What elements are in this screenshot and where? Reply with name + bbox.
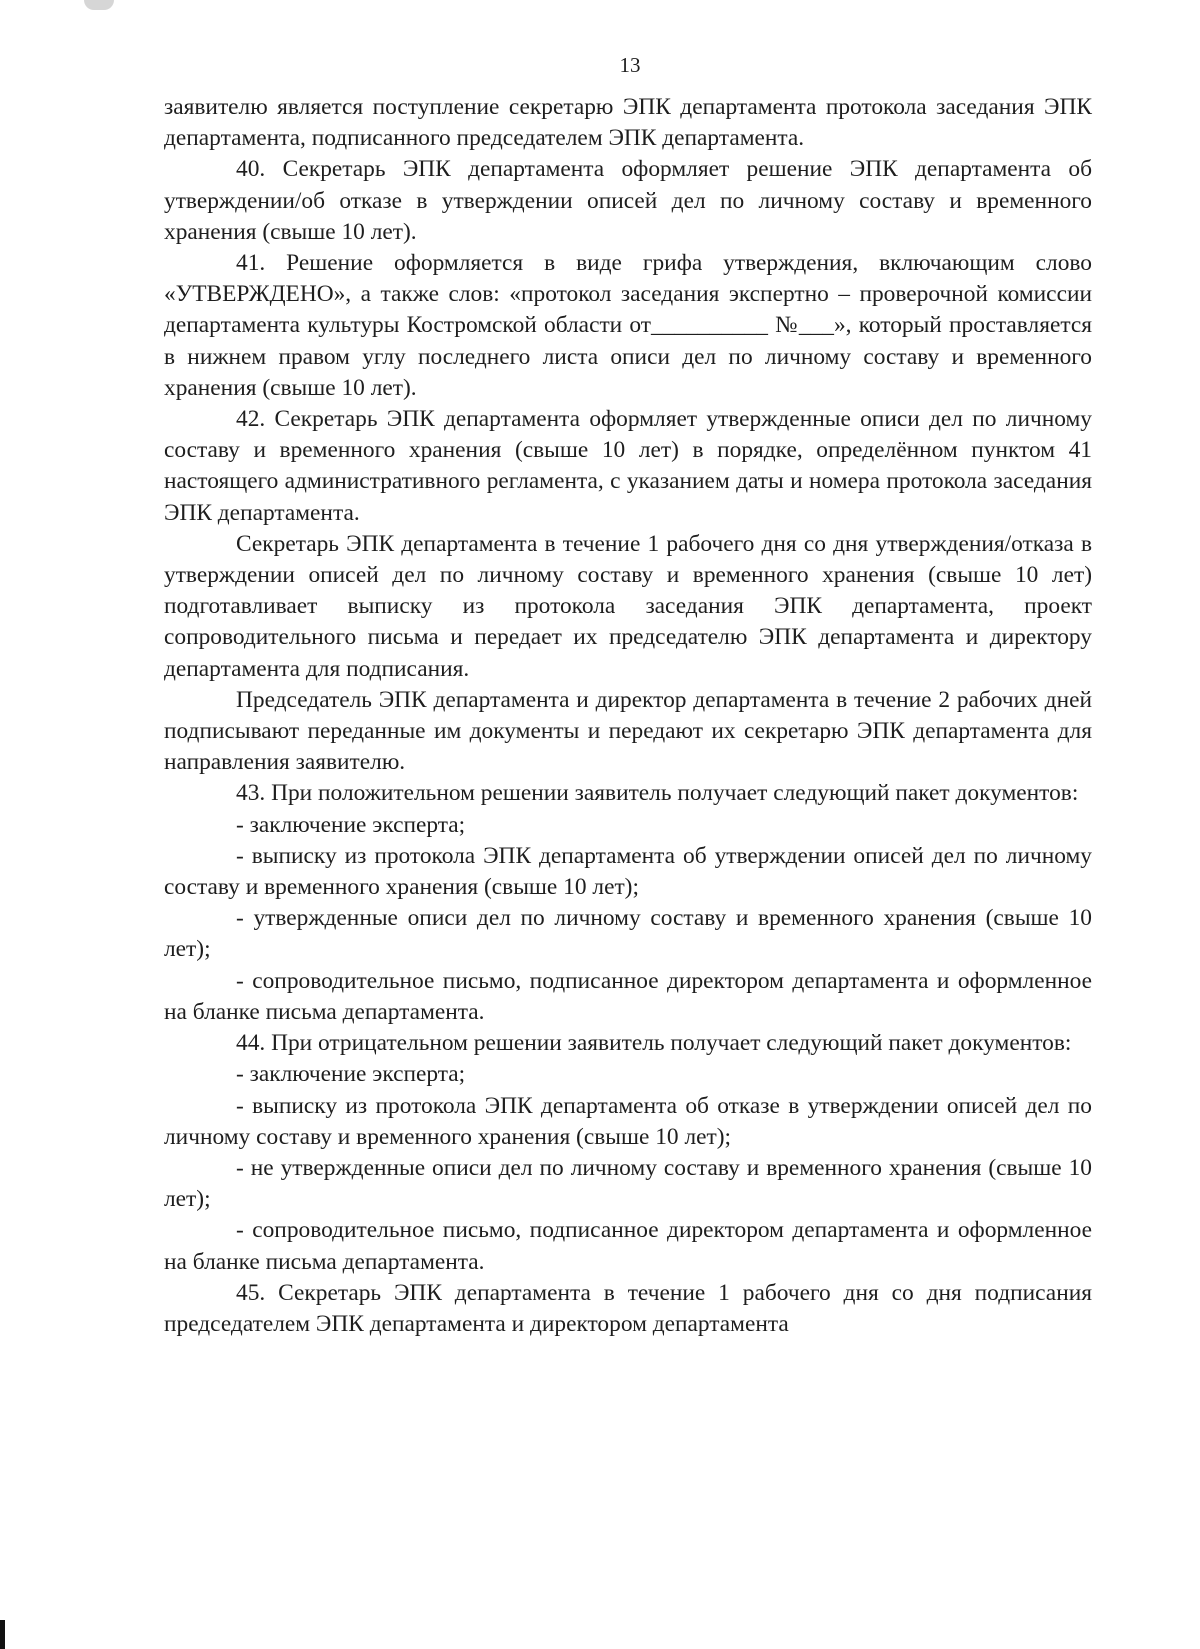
list-item: - утвержденные описи дел по личному составу и временного хранения (свыше 10 лет); [164, 905, 1092, 963]
paragraph-item-42: 42. Секретарь ЭПК департамента оформляет утвержденные описи дел по личному составу и временного хранения (свыше 10 лет) в порядке, определённом пунктом 41 настоящего административного регламента, с указанием даты и номера протокола заседания ЭПК департамента. [164, 406, 1092, 526]
list-item: - сопроводительное письмо, подписанное директором департамента и оформленное на бланке письма департамента. [164, 1217, 1092, 1275]
paragraph: заявителю является поступление секретарю ЭПК департамента протокола заседания ЭПК департамента, подписанного председателем ЭПК департамента. [164, 94, 1092, 152]
list-item: - выписку из протокола ЭПК департамента об утверждении описей дел по личному составу и временного хранения (свыше 10 лет); [164, 842, 1092, 901]
list-item: - сопроводительное письмо, подписанное директором департамента и оформленное на бланке письма департамента. [164, 967, 1092, 1025]
paragraph-item-44: 44. При отрицательном решении заявитель получает следующий пакет документов: [236, 1030, 1072, 1057]
paragraph: Секретарь ЭПК департамента в течение 1 рабочего дня со дня утверждения/отказа в утверждении описей дел по личному составу и временного хранения (свыше 10 лет) подготавливает выписку из протокола заседания ЭПК департамента, проект сопроводительного письма и передает их председателю ЭПК департамента и директору департамента для подписания. [164, 530, 1092, 682]
list-item: - не утвержденные описи дел по личному составу и временного хранения (свыше 10 лет); [164, 1154, 1092, 1213]
paragraph-item-45: 45. Секретарь ЭПК департамента в течение 1 рабочего дня со дня подписания председателем ЭПК департамента и директором департамента [164, 1279, 1092, 1337]
paragraph-item-43: 43. При положительном решении заявитель получает следующий пакет документов: [236, 780, 1079, 807]
document-body [164, 92, 1092, 1340]
scan-corner-mark [84, 0, 114, 10]
page-number: 13 [619, 53, 641, 77]
list-item: - выписку из протокола ЭПК департамента об отказе в утверждении описей дел по личному составу и временного хранения (свыше 10 лет); [164, 1092, 1092, 1150]
scan-edge-mark [0, 1620, 5, 1649]
paragraph-item-41: 41. Решение оформляется в виде грифа утверждения, включающим слово «УТВЕРЖДЕНО», а также слов: «протокол заседания экспертно – проверочной комиссии департамента культуры Костромской области от__________ №___», который проставляется в нижнем правом углу последнего листа описи дел по личному составу и временного хранения (свыше 10 лет). [164, 250, 1092, 401]
list-item: - заключение эксперта; [236, 811, 466, 838]
list-item: - заключение эксперта; [236, 1061, 466, 1088]
paragraph: Председатель ЭПК департамента и директор департамента в течение 2 рабочих дней подписывают переданные им документы и передают их секретарю ЭПК департамента для направления заявителю. [164, 686, 1092, 776]
paragraph-item-40: 40. Секретарь ЭПК департамента оформляет решение ЭПК департамента об утверждении/об отказе в утверждении описей дел по личному составу и временного хранения (свыше 10 лет). [164, 156, 1092, 245]
